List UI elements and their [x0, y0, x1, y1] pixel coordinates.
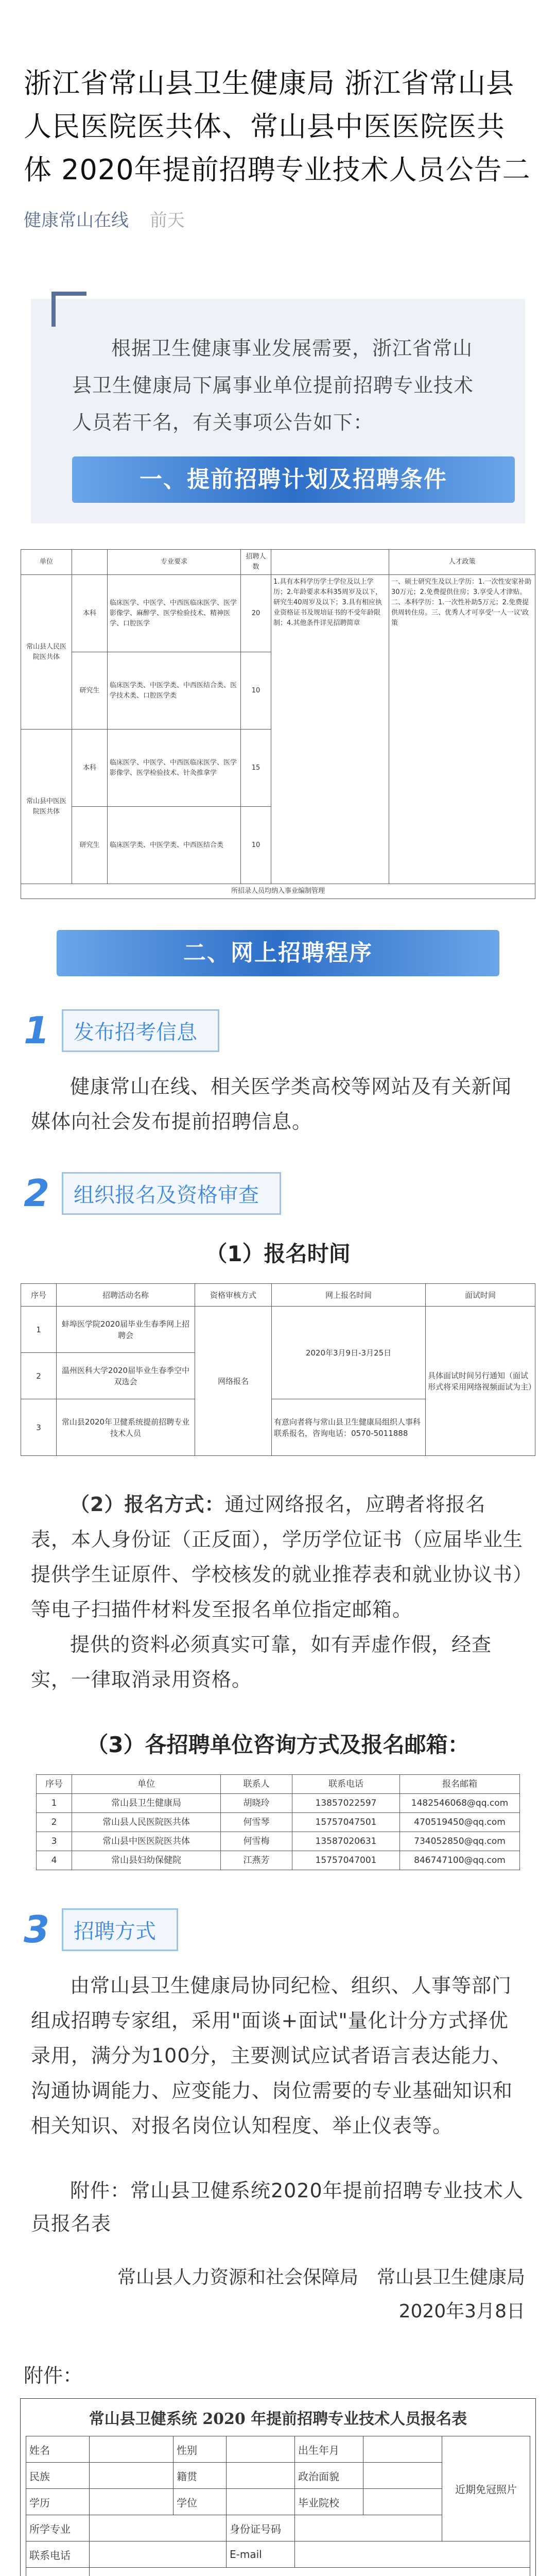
contact-no: 3 [37, 1832, 72, 1851]
form-label: 毕业院校 [295, 2489, 363, 2515]
time-header: 网上报名时间 [272, 1284, 426, 1307]
contact-email: 846747100@qq.com [400, 1851, 520, 1870]
form-label: 学历 [26, 2489, 90, 2515]
contact-unit: 常山县妇幼保健院 [72, 1851, 221, 1870]
contact-no: 4 [37, 1851, 72, 1870]
contact-person: 何雪梅 [221, 1832, 292, 1851]
contact-person: 胡晓玲 [221, 1794, 292, 1813]
step-number: 1 [24, 1009, 50, 1052]
time-no: 1 [21, 1307, 57, 1353]
time-no: 2 [21, 1353, 57, 1399]
form-label: 联系电话 [26, 2541, 90, 2568]
attachment-label: 附件： [24, 2364, 83, 2387]
form-label: 姓名 [26, 2436, 90, 2463]
subheading-contacts: （3）各招聘单位咨询方式及报名邮箱： [86, 1732, 470, 1757]
plan-num: 15 [241, 730, 271, 807]
registration-method-text: 通过网络报名，应聘者将报名表，本人身份证（正反面），学历学位证书（应届毕业生提供学生证原件、学校核发的就业推荐表和就业协议书）等电子扫描件材料发至报名单位指定邮箱。 [31, 1493, 524, 1621]
plan-header-major: 专业要求 [108, 550, 241, 575]
form-label: 出生年月 [295, 2436, 363, 2463]
plan-num: 20 [241, 575, 271, 652]
registration-method-label: （2）报名方式： [70, 1493, 225, 1516]
contact-phone: 13857022597 [292, 1794, 400, 1813]
contact-header: 单位 [72, 1775, 221, 1794]
time-table [21, 1283, 535, 1456]
step-number: 3 [24, 1908, 50, 1951]
contact-no: 1 [37, 1794, 72, 1813]
form-table [26, 2436, 530, 2576]
publish-date: 前天 [149, 210, 185, 231]
contact-phone: 15757047501 [292, 1813, 400, 1832]
step-label: 组织报名及资格审查 [62, 1172, 281, 1215]
form-label: 性别 [173, 2436, 227, 2463]
section-banner-2: 二、网上招聘程序 [57, 930, 499, 976]
account-name-link[interactable]: 健康常山在线 [24, 210, 129, 231]
contact-person: 江燕芳 [221, 1851, 292, 1870]
time-interview: 具体面试时间另行通知（面试形式将采用网络视频面试为主） [426, 1307, 535, 1456]
plan-major: 临床医学、中医学、中西医临床医学、医学影像学、麻醉学、医学检验技术、精神医学、口腔医学 [108, 575, 241, 652]
form-label: 身份证号码 [227, 2515, 295, 2541]
registration-form-image [20, 2398, 536, 2576]
time-method: 网络报名 [195, 1307, 272, 1456]
time-activity: 温州医科大学2020届毕业生春季空中双选会 [57, 1353, 195, 1399]
plan-header-policy: 人才政策 [389, 550, 535, 575]
contact-phone: 13587020631 [292, 1832, 400, 1851]
contact-email: 470519450@qq.com [400, 1813, 520, 1832]
contact-unit: 常山县卫生健康局 [72, 1794, 221, 1813]
plan-unit-1: 常山县人民医院医共体 [21, 575, 72, 730]
form-label: 所学专业 [26, 2515, 90, 2541]
form-label: 民族 [26, 2463, 90, 2489]
registration-method [0, 1487, 556, 1627]
form-label: 籍贯 [173, 2463, 227, 2489]
plan-type: 本科 [72, 730, 108, 807]
contact-unit: 常山县中医医院医共体 [72, 1832, 221, 1851]
form-title: 常山县卫健系统 2020 年提前招聘专业技术人员报名表 [89, 2410, 467, 2428]
signature-block [0, 2261, 556, 2329]
step-3-text: 由常山县卫生健康局协同纪检、组织、人事等部门组成招聘专家组，采用"面谈+面试"量化计分方式择优录用，满分为100分，主要测试应试者语言表达能力、沟通协调能力、应变能力、岗位需要的专业基础知识和相关知识、对报名岗位认知程度、举止仪表等。 [31, 1974, 513, 2137]
time-header: 招聘活动名称 [57, 1284, 195, 1307]
time-header: 面试时间 [426, 1284, 535, 1307]
plan-table [21, 549, 535, 899]
plan-type: 研究生 [72, 652, 108, 730]
contact-header: 联系人 [221, 1775, 292, 1794]
step-2-header [24, 1170, 532, 1216]
form-label [26, 2568, 90, 2576]
plan-major: 临床医学类、中医学类、中西医结合类、医学技术类、口腔医学类 [108, 652, 241, 730]
step-label: 招聘方式 [62, 1908, 178, 1951]
form-label: 学位 [173, 2489, 227, 2515]
plan-header-num: 招聘人数 [241, 550, 271, 575]
intro-text: 根据卫生健康事业发展需要，浙江省常山县卫生健康局下属事业单位提前招聘专业技术人员若干名，有关事项公告如下： [72, 337, 474, 434]
signature-date: 2020年3月8日 [398, 2301, 525, 2322]
time-header: 资格审核方式 [195, 1284, 272, 1307]
form-photo: 近期免冠照片 [442, 2436, 530, 2541]
plan-header-unit: 单位 [21, 550, 72, 575]
time-activity: 常山县2020年卫健系统提前招聘专业技术人员 [57, 1399, 195, 1456]
step-1-text: 健康常山在线、相关医学类高校等网站及有关新闻媒体向社会发布提前招聘信息。 [31, 1075, 512, 1133]
plan-type: 研究生 [72, 807, 108, 884]
signature-org: 常山县人力资源和社会保障局 常山县卫生健康局 [117, 2267, 525, 2288]
contact-header: 序号 [37, 1775, 72, 1794]
step-1-header [24, 1007, 532, 1054]
contact-header: 报名邮箱 [400, 1775, 520, 1794]
plan-conditions: 1.具有本科学历学士学位及以上学历；2.年龄要求本科35周岁及以下，研究生40周岁及以下；3.具有相应执业资格证书及规培证书的不受年龄限制；4.其他条件详见招聘简章 [271, 575, 389, 884]
form-label: 政治面貌 [295, 2463, 363, 2489]
subheading-registration-time: （1）报名时间 [205, 1241, 351, 1266]
authenticity-note: 提供的资料必须真实可靠，如有弄虚作假，经查实，一律取消录用资格。 [31, 1633, 492, 1691]
section-banner-1: 一、提前招聘计划及招聘条件 [72, 456, 515, 503]
time-activity: 蚌埠医学院2020届毕业生春季网上招聘会 [57, 1307, 195, 1353]
contact-email: 1482546068@qq.com [400, 1794, 520, 1813]
plan-unit-2: 常山县中医医院医共体 [21, 730, 72, 884]
form-label: E-mail [227, 2541, 295, 2568]
contact-no: 2 [37, 1813, 72, 1832]
time-header: 序号 [21, 1284, 57, 1307]
step-3-header [24, 1906, 532, 1953]
contact-table [36, 1774, 520, 1870]
step-number: 2 [24, 1172, 50, 1215]
article-title: 浙江省常山县卫生健康局 浙江省常山县人民医院医共体、常山县中医医院医共体 2020年提前招聘专业技术人员公告二 [24, 67, 531, 186]
contact-unit: 常山县人民医院医共体 [72, 1813, 221, 1832]
plan-policy: 一、硕士研究生及以上学历：1.一次性安家补助30万元；2.免费提供住房；3.享受人才津贴。二、本科学历：1.一次性补助5万元；2.免费提供周转住房。三、优秀人才可享受'一人一议'政策 [389, 575, 535, 884]
plan-type: 本科 [72, 575, 108, 652]
plan-notes: 所招录人员均纳入事业编制管理 [21, 884, 535, 899]
plan-num: 10 [241, 807, 271, 884]
intro-box [31, 299, 525, 523]
contact-header: 联系电话 [292, 1775, 400, 1794]
time-contact: 有意向者将与常山县卫生健康局组织人事科联系报名，咨询电话：0570-5011888 [272, 1399, 426, 1456]
time-no: 3 [21, 1399, 57, 1456]
plan-major: 临床医学类、中医学类、中西医结合类 [108, 807, 241, 884]
contact-person: 何雪琴 [221, 1813, 292, 1832]
time-period: 2020年3月9日-3月25日 [272, 1307, 426, 1399]
appendix-note: 附件：常山县卫健系统2020年提前招聘专业技术人员报名表 [31, 2179, 524, 2235]
contact-phone: 15757047001 [292, 1851, 400, 1870]
step-label: 发布招考信息 [62, 1009, 219, 1052]
article-meta [0, 192, 556, 237]
contact-email: 734052850@qq.com [400, 1832, 520, 1851]
plan-num: 10 [241, 652, 271, 730]
plan-major: 临床医学、中医学、中西医临床医学、医学影像学、医学检验技术、针灸推拿学 [108, 730, 241, 807]
